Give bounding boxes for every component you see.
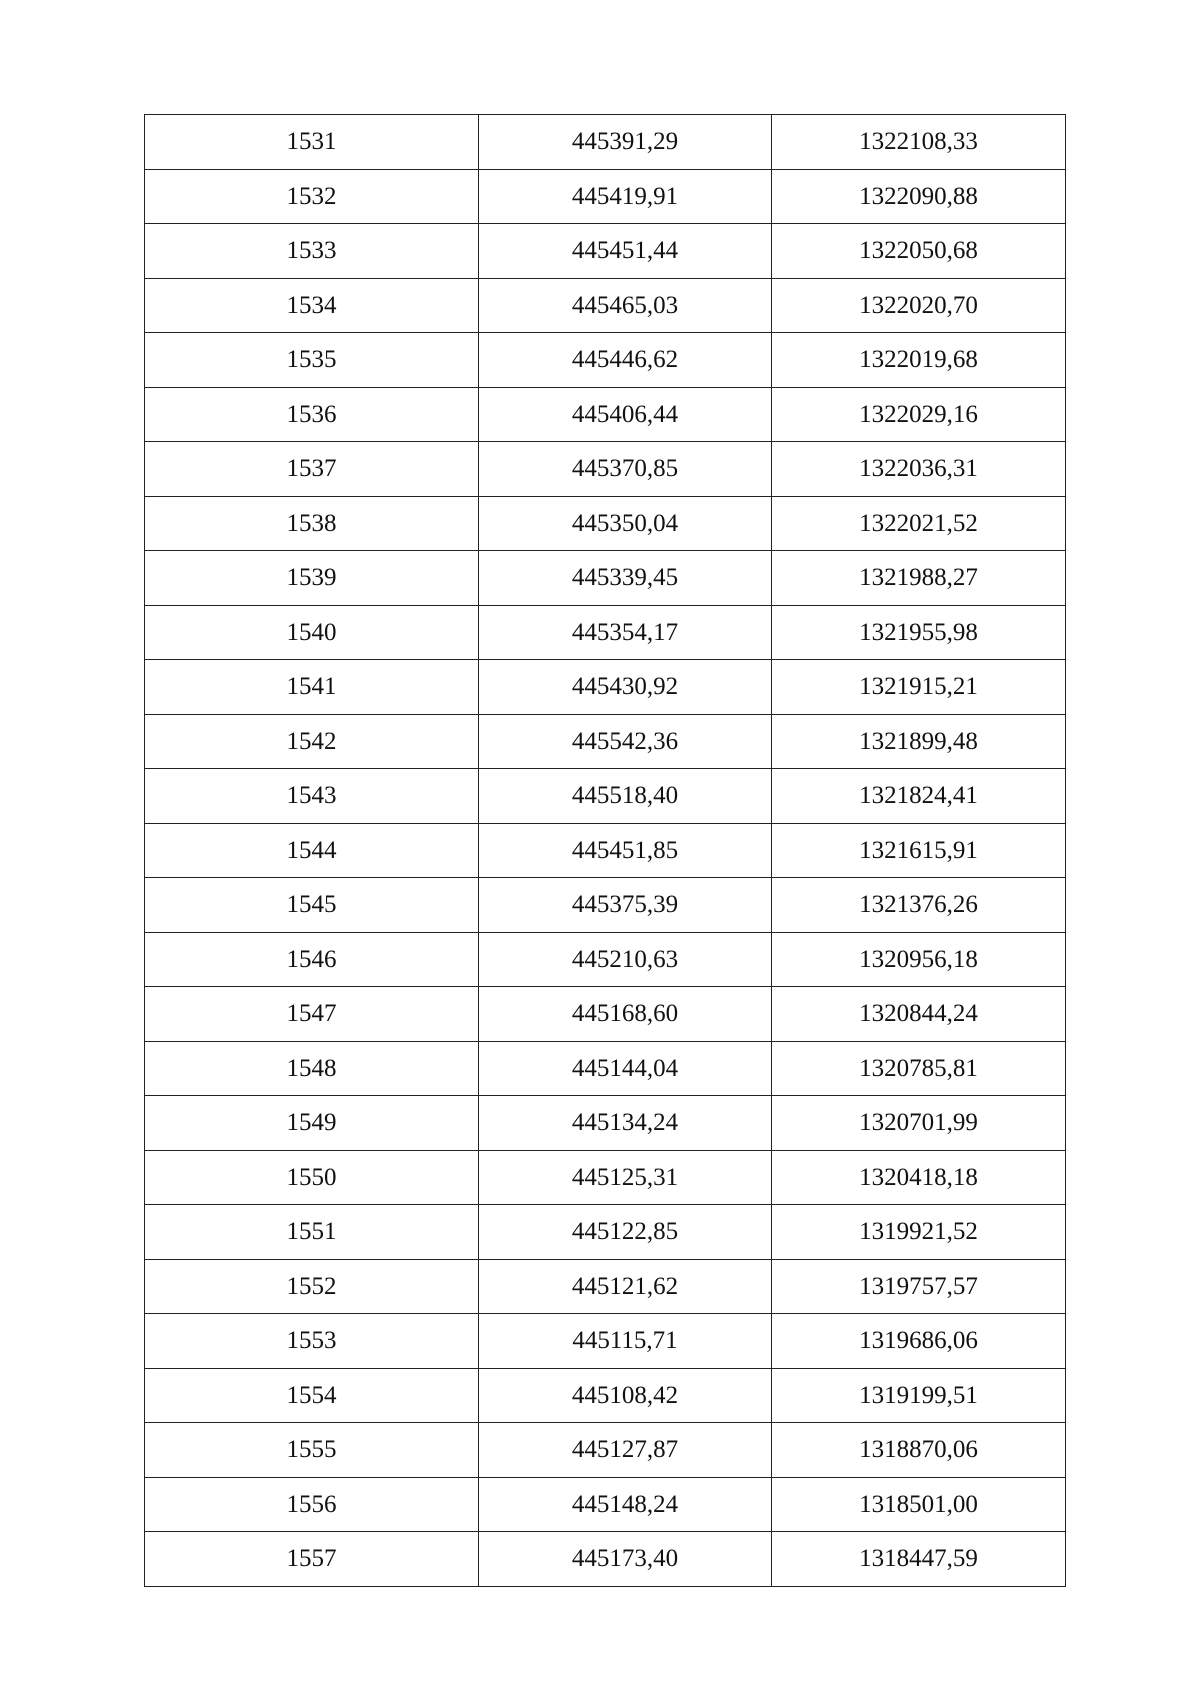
table-row: [145, 1150, 1066, 1205]
table-row: [145, 769, 1066, 824]
y-coordinate-cell: 1322050,68: [772, 224, 1066, 279]
y-coordinate-cell: 1322090,88: [772, 169, 1066, 224]
point-number-cell: 1548: [145, 1041, 479, 1096]
point-number-cell: 1547: [145, 987, 479, 1042]
table-row: [145, 169, 1066, 224]
y-coordinate-cell: 1320956,18: [772, 932, 1066, 987]
table-row: [145, 1096, 1066, 1151]
y-coordinate-cell: 1321899,48: [772, 714, 1066, 769]
table-row: [145, 932, 1066, 987]
y-coordinate-cell: 1320701,99: [772, 1096, 1066, 1151]
point-number-cell: 1544: [145, 823, 479, 878]
x-coordinate-cell: 445375,39: [479, 878, 772, 933]
point-number-cell: 1532: [145, 169, 479, 224]
table-row: [145, 115, 1066, 170]
table-row: [145, 551, 1066, 606]
x-coordinate-cell: 445451,44: [479, 224, 772, 279]
point-number-cell: 1546: [145, 932, 479, 987]
point-number-cell: 1552: [145, 1259, 479, 1314]
x-coordinate-cell: 445173,40: [479, 1532, 772, 1587]
y-coordinate-cell: 1318447,59: [772, 1532, 1066, 1587]
table-row: [145, 1314, 1066, 1369]
table-row: [145, 224, 1066, 279]
table-row: [145, 387, 1066, 442]
x-coordinate-cell: 445121,62: [479, 1259, 772, 1314]
x-coordinate-cell: 445134,24: [479, 1096, 772, 1151]
x-coordinate-cell: 445127,87: [479, 1423, 772, 1478]
y-coordinate-cell: 1322021,52: [772, 496, 1066, 551]
point-number-cell: 1541: [145, 660, 479, 715]
table-row: [145, 278, 1066, 333]
point-number-cell: 1540: [145, 605, 479, 660]
table-row: [145, 1532, 1066, 1587]
x-coordinate-cell: 445115,71: [479, 1314, 772, 1369]
y-coordinate-cell: 1321955,98: [772, 605, 1066, 660]
coordinates-table: [144, 114, 1066, 1587]
x-coordinate-cell: 445350,04: [479, 496, 772, 551]
point-number-cell: 1534: [145, 278, 479, 333]
table-row: [145, 878, 1066, 933]
y-coordinate-cell: 1320844,24: [772, 987, 1066, 1042]
point-number-cell: 1555: [145, 1423, 479, 1478]
y-coordinate-cell: 1321988,27: [772, 551, 1066, 606]
x-coordinate-cell: 445451,85: [479, 823, 772, 878]
x-coordinate-cell: 445210,63: [479, 932, 772, 987]
x-coordinate-cell: 445168,60: [479, 987, 772, 1042]
point-number-cell: 1536: [145, 387, 479, 442]
x-coordinate-cell: 445518,40: [479, 769, 772, 824]
table-row: [145, 1205, 1066, 1260]
table-row: [145, 496, 1066, 551]
point-number-cell: 1556: [145, 1477, 479, 1532]
point-number-cell: 1545: [145, 878, 479, 933]
x-coordinate-cell: 445465,03: [479, 278, 772, 333]
y-coordinate-cell: 1321915,21: [772, 660, 1066, 715]
y-coordinate-cell: 1322019,68: [772, 333, 1066, 388]
y-coordinate-cell: 1319921,52: [772, 1205, 1066, 1260]
x-coordinate-cell: 445339,45: [479, 551, 772, 606]
point-number-cell: 1531: [145, 115, 479, 170]
y-coordinate-cell: 1320785,81: [772, 1041, 1066, 1096]
coordinates-table-body: [145, 115, 1066, 1587]
y-coordinate-cell: 1322020,70: [772, 278, 1066, 333]
x-coordinate-cell: 445144,04: [479, 1041, 772, 1096]
table-row: [145, 1368, 1066, 1423]
y-coordinate-cell: 1322108,33: [772, 115, 1066, 170]
point-number-cell: 1549: [145, 1096, 479, 1151]
x-coordinate-cell: 445370,85: [479, 442, 772, 497]
point-number-cell: 1538: [145, 496, 479, 551]
table-row: [145, 987, 1066, 1042]
y-coordinate-cell: 1318870,06: [772, 1423, 1066, 1478]
x-coordinate-cell: 445354,17: [479, 605, 772, 660]
table-row: [145, 1477, 1066, 1532]
table-row: [145, 1423, 1066, 1478]
x-coordinate-cell: 445430,92: [479, 660, 772, 715]
point-number-cell: 1543: [145, 769, 479, 824]
table-row: [145, 714, 1066, 769]
y-coordinate-cell: 1321824,41: [772, 769, 1066, 824]
point-number-cell: 1551: [145, 1205, 479, 1260]
point-number-cell: 1539: [145, 551, 479, 606]
y-coordinate-cell: 1318501,00: [772, 1477, 1066, 1532]
y-coordinate-cell: 1322029,16: [772, 387, 1066, 442]
x-coordinate-cell: 445446,62: [479, 333, 772, 388]
y-coordinate-cell: 1319686,06: [772, 1314, 1066, 1369]
y-coordinate-cell: 1319757,57: [772, 1259, 1066, 1314]
y-coordinate-cell: 1321376,26: [772, 878, 1066, 933]
table-row: [145, 660, 1066, 715]
x-coordinate-cell: 445122,85: [479, 1205, 772, 1260]
y-coordinate-cell: 1320418,18: [772, 1150, 1066, 1205]
x-coordinate-cell: 445419,91: [479, 169, 772, 224]
point-number-cell: 1533: [145, 224, 479, 279]
point-number-cell: 1537: [145, 442, 479, 497]
point-number-cell: 1535: [145, 333, 479, 388]
y-coordinate-cell: 1321615,91: [772, 823, 1066, 878]
x-coordinate-cell: 445108,42: [479, 1368, 772, 1423]
x-coordinate-cell: 445542,36: [479, 714, 772, 769]
point-number-cell: 1550: [145, 1150, 479, 1205]
table-row: [145, 823, 1066, 878]
x-coordinate-cell: 445125,31: [479, 1150, 772, 1205]
table-row: [145, 442, 1066, 497]
x-coordinate-cell: 445406,44: [479, 387, 772, 442]
y-coordinate-cell: 1319199,51: [772, 1368, 1066, 1423]
table-row: [145, 333, 1066, 388]
point-number-cell: 1542: [145, 714, 479, 769]
point-number-cell: 1553: [145, 1314, 479, 1369]
point-number-cell: 1554: [145, 1368, 479, 1423]
x-coordinate-cell: 445148,24: [479, 1477, 772, 1532]
x-coordinate-cell: 445391,29: [479, 115, 772, 170]
table-row: [145, 1259, 1066, 1314]
table-row: [145, 605, 1066, 660]
table-row: [145, 1041, 1066, 1096]
point-number-cell: 1557: [145, 1532, 479, 1587]
y-coordinate-cell: 1322036,31: [772, 442, 1066, 497]
